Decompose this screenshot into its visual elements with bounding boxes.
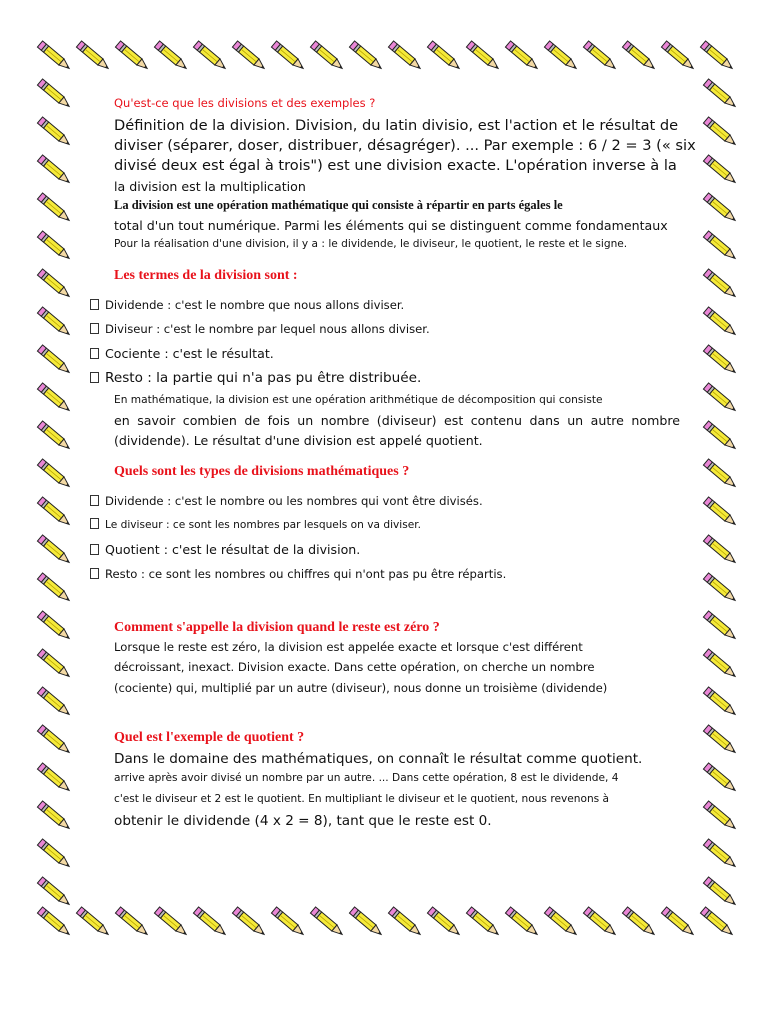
bullet-icon xyxy=(90,348,99,359)
zero-line-1: Lorsque le reste est zéro, la division est appelée exacte et lorsque c'est différent xyxy=(114,640,583,654)
quotient-heading: Quel est l'exemple de quotient ? xyxy=(114,730,305,745)
intro-line-1: Définition de la division. Division, du latin divisio, est l'action et le résultat de xyxy=(114,117,679,134)
intro-line-3: divisé deux est égal à trois") est une division exacte. L'opération inverse à la xyxy=(114,157,677,174)
types-item-4: Resto : ce sont les nombres ou chiffres qui n'ont pas pu être répartis. xyxy=(90,567,506,581)
bullet-icon xyxy=(90,518,99,529)
quotient-line-2: arrive après avoir divisé un nombre par un autre. ... Dans cette opération, 8 est le dividende, 4 xyxy=(114,772,619,784)
zero-line-2: décroissant, inexact. Division exacte. Dans cette opération, on cherche un nombre xyxy=(114,660,595,674)
types-item-1: Dividende : c'est le nombre ou les nombres qui vont être divisés. xyxy=(90,494,483,508)
quotient-line-4: obtenir le dividende (4 x 2 = 8), tant que le reste est 0. xyxy=(114,813,492,829)
intro-line-6: total d'un tout numérique. Parmi les éléments qui se distinguent comme fondamentaux xyxy=(114,218,668,233)
types-item-2: Le diviseur : ce sont les nombres par lesquels on va diviser. xyxy=(90,518,421,531)
intro-line-2: diviser (séparer, doser, distribuer, désagréger). ... Par exemple : 6 / 2 = 3 (« six xyxy=(114,137,696,154)
terms-para-3: (dividende). Le résultat d'une division est appelé quotient. xyxy=(114,433,483,448)
intro-bold-definition: La division est une opération mathématique qui consiste à répartir en parts égales le xyxy=(114,198,563,212)
bullet-icon xyxy=(90,544,99,555)
bullet-icon xyxy=(90,372,99,383)
terms-para-2: en savoir combien de fois un nombre (diviseur) est contenu dans un autre nombre xyxy=(114,413,680,428)
bullet-icon xyxy=(90,495,99,506)
terms-item-3: Cociente : c'est le résultat. xyxy=(90,346,274,361)
bullet-icon xyxy=(90,299,99,310)
zero-line-3: (cociente) qui, multiplié par un autre (diviseur), nous donne un troisième (dividende) xyxy=(114,681,608,695)
zero-heading: Comment s'appelle la division quand le reste est zéro ? xyxy=(114,620,440,635)
intro-line-7: Pour la réalisation d'une division, il y a : le dividende, le diviseur, le quotient, le reste et le signe. xyxy=(114,238,628,250)
bullet-icon xyxy=(90,323,99,334)
terms-item-2: Diviseur : c'est le nombre par lequel nous allons diviser. xyxy=(90,322,430,336)
intro-line-4: la division est la multiplication xyxy=(114,179,306,194)
types-heading: Quels sont les types de divisions mathématiques ? xyxy=(114,464,410,479)
types-item-3: Quotient : c'est le résultat de la division. xyxy=(90,542,360,557)
quotient-line-3: c'est le diviseur et 2 est le quotient. En multipliant le diviseur et le quotient, nous revenons à xyxy=(114,793,610,805)
intro-title: Qu'est-ce que les divisions et des exemples ? xyxy=(114,96,376,110)
bullet-icon xyxy=(90,568,99,579)
terms-item-1: Dividende : c'est le nombre que nous allons diviser. xyxy=(90,298,404,312)
terms-heading: Les termes de la division sont : xyxy=(114,268,298,283)
terms-para-1: En mathématique, la division est une opération arithmétique de décomposition qui consiste xyxy=(114,394,603,406)
terms-item-4: Resto : la partie qui n'a pas pu être distribuée. xyxy=(90,370,421,386)
quotient-line-1: Dans le domaine des mathématiques, on connaît le résultat comme quotient. xyxy=(114,751,643,767)
